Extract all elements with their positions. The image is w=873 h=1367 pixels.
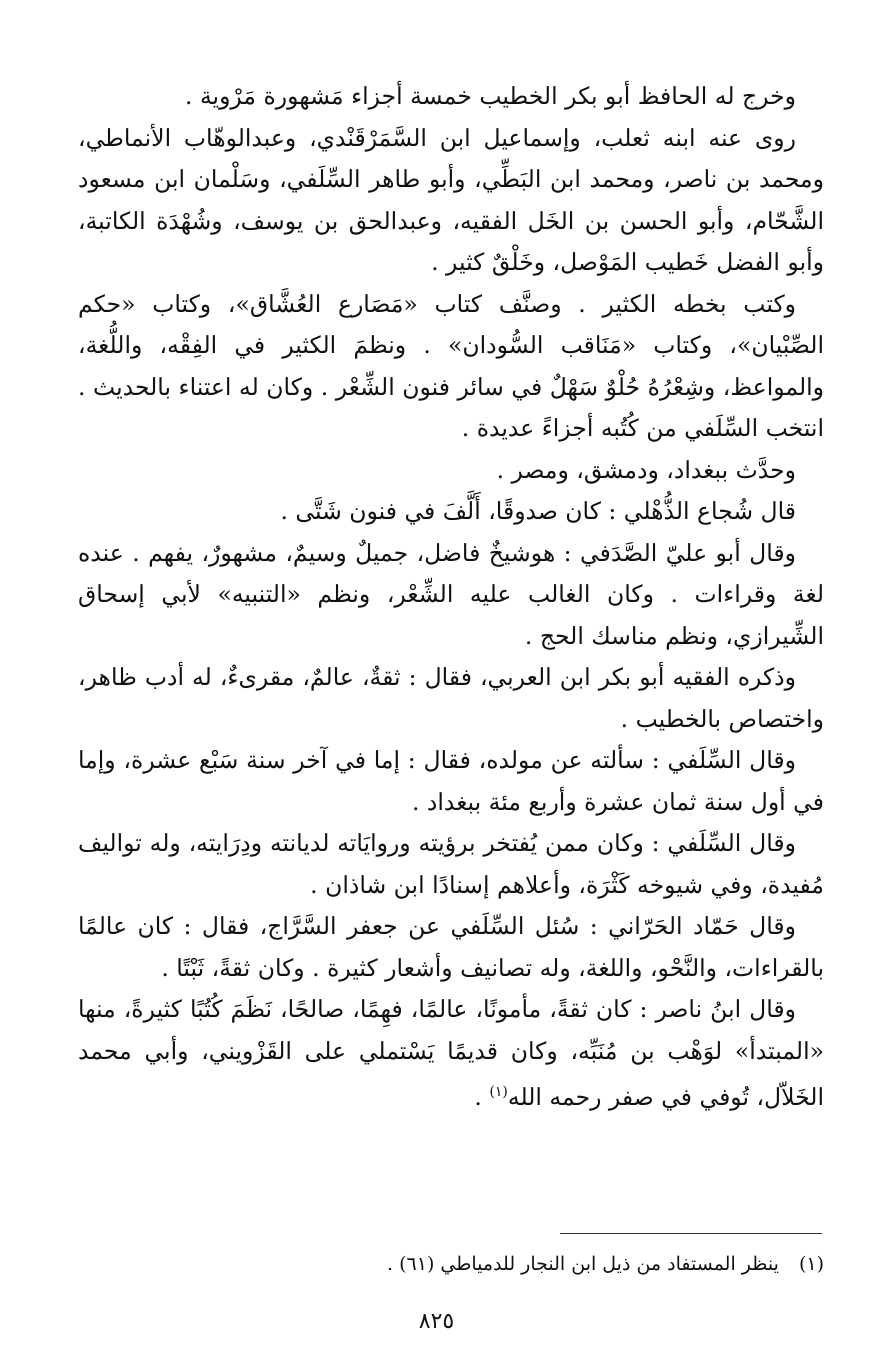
paragraph-7: وذكره الفقيه أبو بكر ابن العربي، فقال : ثقةٌ، عالمٌ، مقرىءٌ، له أدب ظاهر، واختصاص بالخطيب . bbox=[78, 663, 824, 733]
paragraph-3: وكتب بخطه الكثير . وصنَّف كتاب «مَصَارع العُشَّاق»، وكتاب «حكم الصِّبْيان»، وكتاب «مَنَاقب السُّودان» . ونظمَ الكثير في الفِقْه، واللُّغة، والمواعظ، وشِعْرُهُ حُلْوٌ سَهْلٌ في سائر فنون الشِّعْر . وكان له اعتناء بالحديث . انتخب السِّلَفي من كُتُبه أجزاءً عديدة . bbox=[78, 289, 824, 442]
paragraph-1: وخرج له الحافظ أبو بكر الخطيب خمسة أجزاء مَشهورة مَرْوية . bbox=[185, 82, 796, 110]
paragraph-4: وحدَّث ببغداد، ودمشق، ومصر . bbox=[496, 455, 796, 484]
paragraph-5: قال شُجاع الذُّهْلي : كان صدوقًا، أَلَّفَ في فنون شَتَّى . bbox=[280, 497, 796, 525]
paragraph-6: وقال أبو عليّ الصَّدَفي : هوشيخٌ فاضل، جميلٌ وسيمٌ، مشهورٌ، يفهم . عنده لغة وقراءات . وكان الغالب عليه الشِّعْر، ونظم «التنبيه» لأبي إسحاق الشِّيرازي، ونظم مناسك الحج . bbox=[78, 538, 824, 650]
paragraph-11 bbox=[78, 989, 824, 1118]
main-text bbox=[78, 76, 824, 1118]
footnote-number: (١) bbox=[798, 1253, 824, 1275]
paragraph-10: وقال حَمّاد الحَرّاني : سُئل السِّلَفي عن جعفر السَّرَّاج، فقال : كان عالمًا بالقراءات، والنَّحْو، واللغة، وله تصانيف وأشعار كثيرة . وكان ثقةً، ثَبْتًا . bbox=[78, 912, 824, 982]
footnote bbox=[78, 1250, 824, 1278]
paragraph-11-text: وقال ابنُ ناصر : كان ثقةً، مأمونًا، عالمًا، فهِمًا، صالحًا، نَظَمَ كُتُبًا كثيرةً، منها «المبتدأ» لوَهْب بن مُنَبِّه، وكان قديمًا يَسْتملي على القَزْويني، وأبي محمد الخَلاّل، تُوفي في صفر رحمه الله bbox=[78, 995, 824, 1111]
footnote-reference: (١) bbox=[489, 1084, 508, 1100]
footnote-text: ينظر المستفاد من ذيل ابن النجار للدمياطي (٦١) . bbox=[387, 1253, 779, 1275]
page-number: ٨٢٥ bbox=[418, 1309, 455, 1334]
footnote-divider bbox=[560, 1233, 822, 1234]
paragraph-9: وقال السِّلَفي : وكان ممن يُفتخر برؤيته وروايَاته لديانته ودِرَايته، وله تواليف مُفيدة، وفي شيوخه كَثْرَة، وأعلاهم إسنادًا ابن شاذان . bbox=[78, 829, 824, 899]
paragraph-8: وقال السِّلَفي : سألته عن مولده، فقال : إما في آخر سنة سَبْع عشرة، وإما في أول سنة ثمان عشرة وأربع مئة ببغداد . bbox=[78, 746, 824, 816]
paragraph-2: روى عنه ابنه ثعلب، وإسماعيل ابن السَّمَرْقَنْدي، وعبدالوهّاب الأنماطي، ومحمد بن ناصر، ومحمد ابن البَطِّي، وأبو طاهر السِّلَفي، وسَلْمان ابن مسعود الشَّحّام، وأبو الحسن بن الخَل الفقيه، وعبدالحق بن يوسف، وشُهْدَة الكاتبة، وأبو الفضل خَطيب المَوْصل، وخَلْقٌ كثير . bbox=[78, 123, 824, 276]
final-period: . bbox=[474, 1082, 482, 1111]
